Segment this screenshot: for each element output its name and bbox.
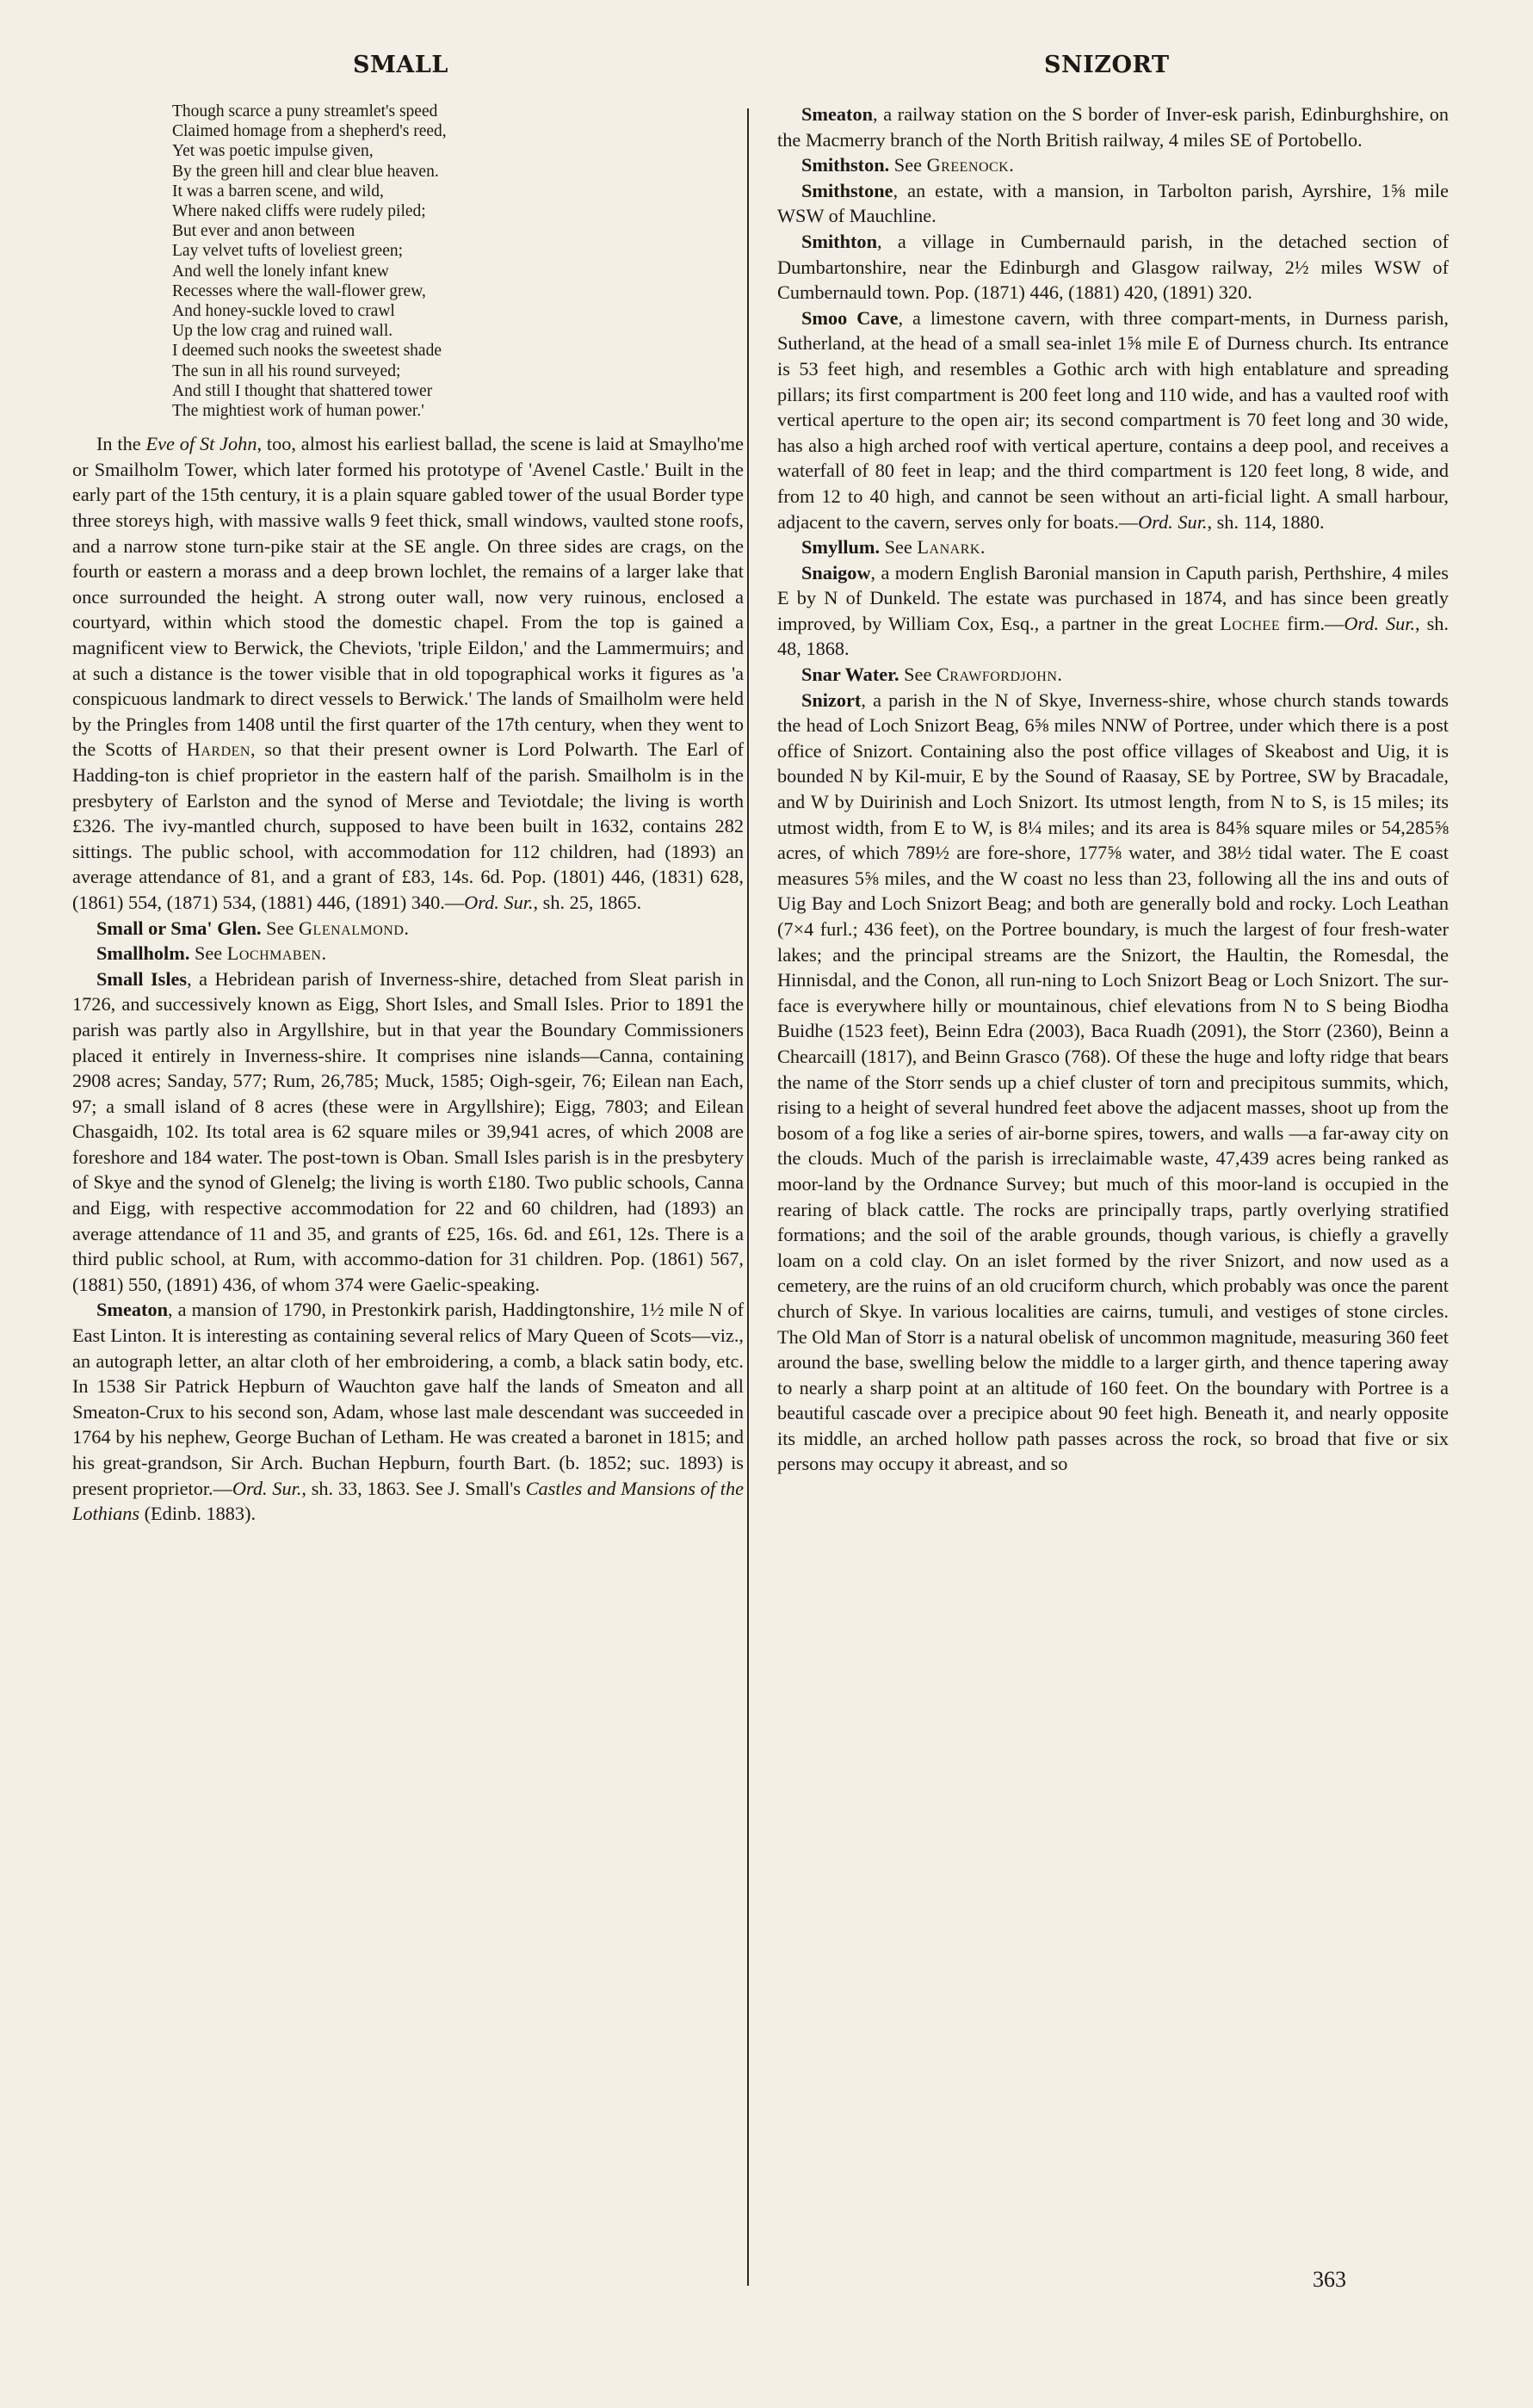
entry-smeaton-mansion: Smeaton, a mansion of 1790, in Prestonkirk parish, Haddingtonshire, 1½ mile N of East Linton. It is interesting as containing several relics of Mary Queen of Scots—viz., an autograph letter, an altar cloth of her embroidering, a comb, a black satin body, etc. In 1538 Sir Patrick Hepburn of Wauchton gave half the lands of Smeaton and all Smeaton-Crux to his second son, Adam, whose last male descendant was succeeded in 1764 by his nephew, George Buchan of Letham. He was created a baronet in 1815; and his great-grandson, Sir Arch. Buchan Hepburn, fourth Bart. (b. 1852; suc. 1893) is present proprietor.—Ord. Sur., sh. 33, 1863. See J. Small's Castles and Mansions of the Lothians (Edinb. 1883). xyxy=(72,1299,745,1525)
verse-line: And honey-suckle loved to crawl xyxy=(172,302,395,321)
entry-snar-water: Snar Water. See Crawfordjohn. xyxy=(801,664,1062,686)
column-divider xyxy=(747,108,749,2286)
entry-smoo-cave: Smoo Cave, a limestone cavern, with three compart-ments, in Durness parish, Sutherland, at the head of a small sea-inlet 1⅝ mile E of Durness church. Its entrance is 53 feet high, and resembles a Gothic arch with high entablature and spreading pillars; its first compartment is 200 feet long and 110 wide, and has a vaulted roof with vertical aperture to the open air; its second compartment is 70 feet long and 30 wide, has also a high arched roof with vertical aperture, contains a deep pool, and receives a waterfall of 80 feet in leap; and the third compartment is 120 feet long, 8 wide, and from 12 to 40 high, and cannot be seen without an arti-ficial light. A small harbour, adjacent to the cavern, serves only for boats.—Ord. Sur., sh. 114, 1880. xyxy=(777,306,1449,533)
verse-line: Claimed homage from a shepherd's reed, xyxy=(172,122,447,141)
verse-line: Lay velvet tufts of loveliest green; xyxy=(172,242,404,261)
right-column xyxy=(777,102,1449,1477)
entry-eve-of-st-john: In the Eve of St John, too, almost his earliest ballad, the scene is laid at Smaylho'me or Smailholm Tower, which later formed his prototype of 'Avenel Castle.' Built in the early part of the 15th century, it is a plain square gabled tower of the usual Border type three storeys high, with massive walls 9 feet thick, small windows, vaulted stone roofs, and a narrow stone turn-pike stair at the SE angle. On three sides are crags, on the fourth or eastern a morass and a deep brown lochlet, the remains of a larger lake that once surrounded the height. A strong outer wall, now very ruinous, enclosed a courtyard, within which stood the domestic chapel. From the top is gained a magnificent view to Berwick, the Cheviots, 'triple Eildon,' and the Lammermuirs; and at such a distance is the tower visible that in old topographical works it figures as 'a conspicuous landmark to direct vessels to Berwick.' The lands of Smailholm were held by the Pringles from 1408 until the first quarter of the 17th century, when they went to the Scotts of Harden, so that their present owner is Lord Polwarth. The Earl of Hadding-ton is chief proprietor in the eastern half of the parish. Smailholm is in the presbytery of Earlston and the synod of Merse and Teviotdale; the living is worth £326. The ivy-mantled church, supposed to have been built in 1632, contains 282 sittings. The public school, with accommodation for 112 children, had (1893) an average attendance of 81, and a grant of £83, 14s. 6d. Pop. (1801) 446, (1831) 628, (1861) 554, (1871) 534, (1881) 446, (1891) 340.—Ord. Sur., sh. 25, 1865. xyxy=(72,433,744,913)
verse-line: Yet was poetic impulse given, xyxy=(172,142,374,161)
verse-line: Though scarce a puny streamlet's speed xyxy=(172,102,438,120)
verse-line: And still I thought that shattered tower xyxy=(172,381,433,400)
verse-line: And well the lonely infant knew xyxy=(172,262,389,281)
entry-small-isles: Small Isles, a Hebridean parish of Inverness-shire, detached from Sleat parish in 1726, and successively known as Eigg, Short Isles, and Small Isles. Prior to 1891 the parish was partly also in Argyllshire, but in that year the Boundary Commissioners placed it entirely in Inverness-shire. It comprises nine islands—Canna, containing 2908 acres; Sanday, 577; Rum, 26,785; Muck, 1585; Oigh-sgeir, 76; Eilean nan Each, 97; a small island of 8 acres (these were in Argyllshire); Eigg, 7803; and Eilean Chasgaidh, 102. Its total area is 62 square miles or 39,941 acres, of which 2008 are foreshore and 184 water. The post-town is Oban. Small Isles parish is in the presbytery of Skye and the synod of Glenelg; the living is worth £180. Two public schools, Canna and Eigg, with respective accommodation for 22 and 60 children, had (1893) an average attendance of 11 and 35, and grants of £25, 16s. 6d. and £61, 12s. There is a third public school, at Rum, with accommo-dation for 31 children. Pop. (1861) 567, (1881) 550, (1891) 436, of whom 374 were Gaelic-speaking. xyxy=(72,967,744,1295)
verse-line: Recesses where the wall-flower grew, xyxy=(172,281,426,300)
entry-smallholm: Smallholm. See Lochmaben. xyxy=(96,942,327,965)
entry-smithstone: Smithstone, an estate, with a mansion, in Tarbolton parish, Ayrshire, 1⅝ mile WSW of Mauchline. xyxy=(777,179,1449,227)
verse-line: Up the low crag and ruined wall. xyxy=(172,322,393,341)
entry-smithton: Smithton, a village in Cumbernauld parish, in the detached section of Dumbartonshire, near the Edinburgh and Glasgow railway, 2½ miles WSW of Cumbernauld town. Pop. (1871) 446, (1881) 420, (1891) 320. xyxy=(777,230,1449,304)
entry-smyllum: Smyllum. See Lanark. xyxy=(801,536,986,559)
verse-line: The mightiest work of human power.' xyxy=(172,402,424,421)
verse-quotation xyxy=(172,102,744,421)
verse-line: Where naked cliffs were rudely piled; xyxy=(172,202,426,221)
entry-small-glen: Small or Sma' Glen. See Glenalmond. xyxy=(96,917,409,939)
page-number: 363 xyxy=(1313,2267,1346,2292)
left-column xyxy=(72,102,744,1527)
entry-smeaton-station: Smeaton, a railway station on the S border of Inver-esk parish, Edinburghshire, on the Macmerry branch of the North British railway, 4 miles SE of Portobello. xyxy=(777,103,1449,151)
verse-line: The sun in all his round surveyed; xyxy=(172,361,401,380)
header-left: SMALL xyxy=(353,52,448,78)
entry-smithston: Smithston. See Greenock. xyxy=(801,154,1014,176)
verse-line: But ever and anon between xyxy=(172,222,355,241)
entry-snizort: Snizort, a parish in the N of Skye, Inverness-shire, whose church stands towards the head of Loch Snizort Beag, 6⅝ miles NNW of Portree, under which there is a post office of Snizort. Containing also the post office villages of Skeabost and Uig, it is bounded N by Kil-muir, E by the Sound of Raasay, SE by Portree, SW by Bracadale, and W by Duirinish and Loch Snizort. Its utmost length, from N to S, is 15 miles; its utmost width, from E to W, is 8¼ miles; and its area is 84⅝ square miles or 54,285⅝ acres, of which 789½ are fore-shore, 177⅝ water, and 38½ tidal water. The E coast measures 5⅝ miles, and the W coast no less than 23, following all the ins and outs of Uig Bay and Loch Snizort Beag; and both are generally bold and rocky. Loch Leathan (7×4 furl.; 436 feet), on the Portree boundary, is much the largest of four fresh-water lakes; and the principal streams are the Snizort, the Haultin, the Romesdal, the Hinnisdal, and the Conon, all run-ning to Loch Snizort Beag or Loch Snizort. The sur-face is everywhere hilly or mountainous, chief elevations from N to S being Biodha Buidhe (1523 feet), Beinn Edra (2003), Baca Ruadh (2091), the Storr (2360), Beinn a Chearcaill (1817), and Beinn Grasco (768). Of these the huge and lofty ridge that bears the name of the Storr sends up a chief cluster of torn and precipitous summits, which, rising to a height of several hundred feet above the adjacent masses, shoot up from the bosom of a fog like a series of air-borne spires, towers, and walls —a far-away city on the clouds. Much of the parish is irreclaimable waste, 47,439 acres being ranked as moor-land by the Ordnance Survey; but much of this moor-land is occupied in the rearing of black cattle. The rocks are principally traps, partly overlying stratified formations; and the soil of the arable grounds, though various, is chiefly a gravelly loam on a cold clay. On an islet formed by the river Snizort, and now used as a cemetery, are the ruins of an old cruciform church, which probably was once the parent church of Skye. In various localities are cairns, tumuli, and vestiges of stone circles. The Old Man of Storr is a natural obelisk of uncommon magnitude, measuring 360 feet around the base, swelling below the middle to a larger girth, and thence tapering away to nearly a sharp point at an altitude of 160 feet. On the boundary with Portree is a beautiful cascade over a precipice about 90 feet high. Beneath it, and nearly opposite its middle, an arched hollow path passes across the rock, so broad that five or six persons may occupy it abreast, and so xyxy=(777,688,1449,1475)
verse-line: By the green hill and clear blue heaven. xyxy=(172,162,439,181)
verse-line: It was a barren scene, and wild, xyxy=(172,182,384,201)
entry-snaigow: Snaigow, a modern English Baronial mansion in Caputh parish, Perthshire, 4 miles E by N of Dunkeld. The estate was purchased in 1874, and has since been greatly improved, by William Cox, Esq., a partner in the great Lochee firm.—Ord. Sur., sh. 48, 1868. xyxy=(777,561,1449,660)
verse-line: I deemed such nooks the sweetest shade xyxy=(172,342,442,361)
header-right: SNIZORT xyxy=(1044,52,1170,78)
